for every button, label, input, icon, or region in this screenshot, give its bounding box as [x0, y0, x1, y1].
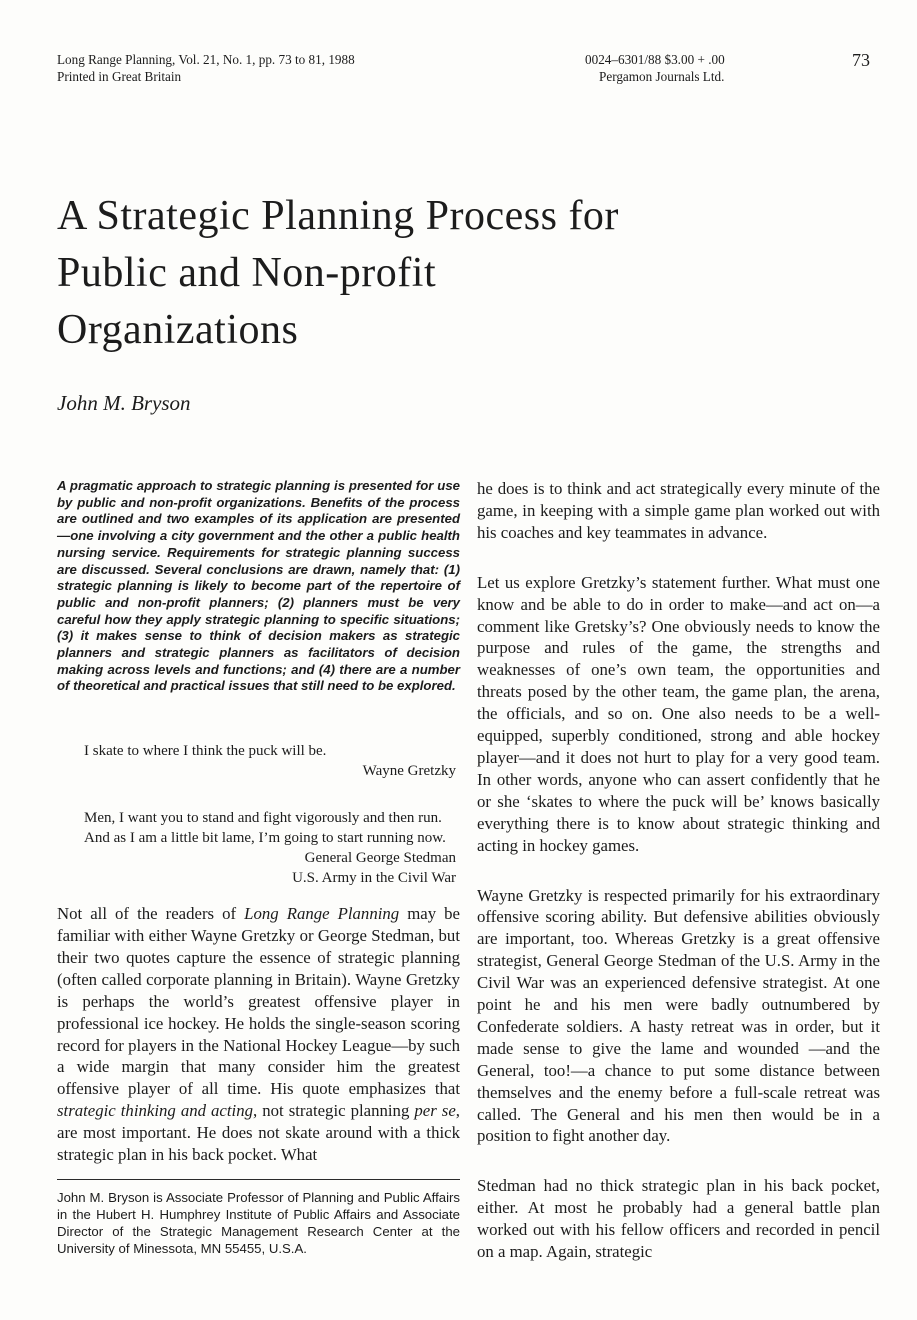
- two-column-layout: [57, 478, 880, 1291]
- paragraph-explore-statement: Let us explore Gretzky’s statement further. What must one know and be able to do in order to make—and act on—a comment like Gretsky’s? One obviously needs to know the purpose and rules of the game, the strengths and weaknesses of one’s own team, the opportunities and threats posed by the other team, the game plan, the arena, the officials, and so on. One also needs to be a well-equipped, superbly conditioned, strong and able hockey player—and it does not hurt to play for a very good team. In other words, anyone who can assert confidently that he or she ‘skates to where the puck will be’ knows basically everything there is to know about strategic thinking and acting in hockey games.: [477, 572, 880, 855]
- epigraph-gretzky-text: I skate to where I think the puck will be.: [84, 743, 327, 760]
- page-number: 73: [852, 50, 870, 70]
- paragraph-continuation: he does is to think and act strategically every minute of the game, in keeping with a simple game plan worked out with his coaches and key teammates in advance.: [477, 479, 880, 542]
- paragraph-defensive-strategist: Wayne Gretzky is respected primarily for his extraordinary offensive scoring ability. But defensive abilities obviously are important, too. Whereas Gretzky is a great offensive strategist, General George Stedman of the U.S. Army in the Civil War was an experienced defensive strategist. At one point he and his men were badly outnumbered by Confederate soldiers. A hasty retreat was in order, but it made sense to give the lame and wounded —and the General, too!—a chance to put some distance between themselves and the enemy before a full-scale retreat was called. The General and his men then would be in a position to fight another day.: [477, 885, 880, 1146]
- title-line-1: A Strategic Planning Process for: [57, 193, 619, 239]
- title-line-2: Public and Non-profit: [57, 250, 437, 296]
- epigraph-stedman-text: Men, I want you to stand and fight vigorously and then run. And as I am a little bit lame, I’m going to start running now.: [84, 810, 446, 847]
- epigraph-stedman: [84, 808, 460, 888]
- masthead-printed-in: Printed in Great Britain: [57, 68, 182, 84]
- epigraph-stedman-attribution-2: U.S. Army in the Civil War: [292, 870, 456, 887]
- footnote-divider: [57, 1179, 460, 1180]
- masthead-citation: Long Range Planning, Vol. 21, No. 1, pp. 73 to 81, 1988: [57, 52, 355, 67]
- page-header: [57, 52, 880, 85]
- issn-price-line: 0024–6301/88 $3.00 + .00: [585, 52, 725, 67]
- paragraph-intro: Not all of the readers of Long Range Planning may be familiar with either Wayne Gretzky or George Stedman, but their two quotes capture the essence of strategic planning (often called corporate planning in Britain). Wayne Gretzky is perhaps the world’s greatest offensive player in professional ice hockey. He holds the single-season scoring record for players in the National Hockey League—by such a wide margin that many consider him the greatest offensive player of all time. His quote emphasizes that strategic thinking and acting, not strategic planning per se, are most important. He does not skate around with a thick strategic plan in his back pocket. What: [57, 904, 461, 1165]
- title-line-3: Organizations: [57, 307, 299, 353]
- journal-masthead: [57, 52, 585, 85]
- right-column: [477, 478, 880, 1291]
- publisher-info: [585, 52, 810, 85]
- article-abstract: A pragmatic approach to strategic planning is presented for use by public and non-profit organizations. Benefits of the process are outlined and two examples of its application are presented—one involving a city government and the other a public health nursing service. Requirements for strategic planning success are discussed. Several conclusions are drawn, namely that: (1) strategic planning is likely to become part of the repertoire of public and non-profit planners; (2) planners must be very careful how they apply strategic planning to specific situations; (3) it makes sense to think of decision makers as strategic planners and strategic planners as facilitators of decision making across levels and functions; and (4) there are a number of theoretical and practical issues that still need to be explored.: [57, 478, 460, 694]
- epigraph-gretzky-attribution: Wayne Gretzky: [362, 763, 456, 780]
- paragraph-stedman-plan: Stedman had no thick strategic plan in his back pocket, either. At most he probably had a general battle plan worked out with his fellow officers and recorded in pencil on a map. Again, strategic: [477, 1176, 880, 1262]
- article-title: [57, 188, 857, 359]
- epigraph-gretzky: [84, 741, 460, 781]
- author-affiliation-footnote: John M. Bryson is Associate Professor of Planning and Public Affairs in the Hubert H. Humphrey Institute of Public Affairs and Associate Director of the Strategic Management Research Center at the University of Minessota, MN 55455, U.S.A.: [57, 1190, 460, 1257]
- epigraph-stedman-attribution-1: General George Stedman: [304, 850, 456, 867]
- publisher-name: Pergamon Journals Ltd.: [599, 68, 725, 84]
- author-name: John M. Bryson: [57, 391, 191, 415]
- left-column: [57, 478, 460, 1291]
